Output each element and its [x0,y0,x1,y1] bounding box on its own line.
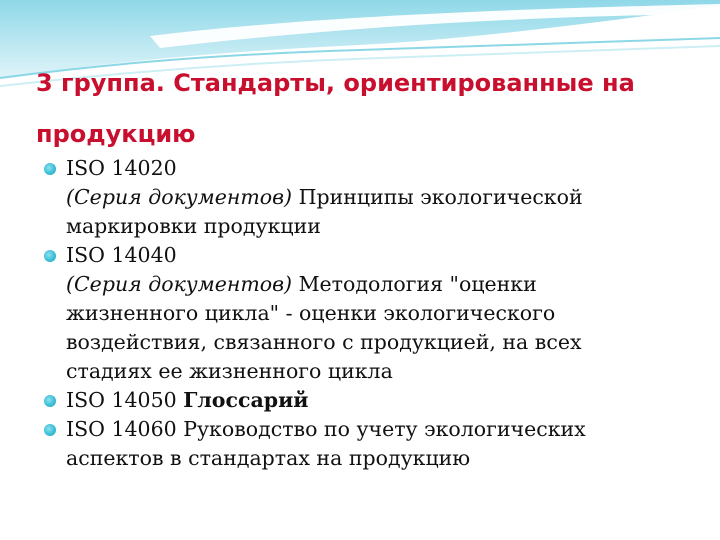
bullet-icon [44,395,56,407]
item-code: ISO 14040 [66,243,177,267]
item-series-note: (Серия документов) [66,185,293,209]
bullet-list [44,154,694,473]
item-description-line: воздействия, связанного с продукцией, на всех [66,330,582,354]
item-description-line: стадиях ее жизненного цикла [66,359,393,383]
list-item-iso-14020 [44,154,694,241]
item-line [66,386,694,415]
slide-title: 3 группа. Стандарты, ориентированные на продукцию [36,69,635,148]
bullet-icon [44,163,56,175]
item-description-line: маркировки продукции [66,214,321,238]
list-item-iso-14040 [44,241,694,386]
item-name: Глоссарий [183,388,309,412]
item-line: ISO 14060 Руководство по учету экологических [66,417,586,441]
item-description-text: Методология "оценки [292,272,537,296]
item-code: ISO 14050 [66,388,184,412]
item-description-line [66,183,694,212]
item-line: аспектов в стандартах на продукцию [66,446,471,470]
item-description-text: Принципы экологической [292,185,583,209]
item-description-line [66,270,694,299]
bullet-icon [44,250,56,262]
item-description-line: жизненного цикла" - оценки экологического [66,301,556,325]
list-item-iso-14050 [44,386,694,415]
bullet-icon [44,424,56,436]
item-code: ISO 14020 [66,156,177,180]
item-series-note: (Серия документов) [66,272,293,296]
list-item-iso-14060 [44,415,694,473]
